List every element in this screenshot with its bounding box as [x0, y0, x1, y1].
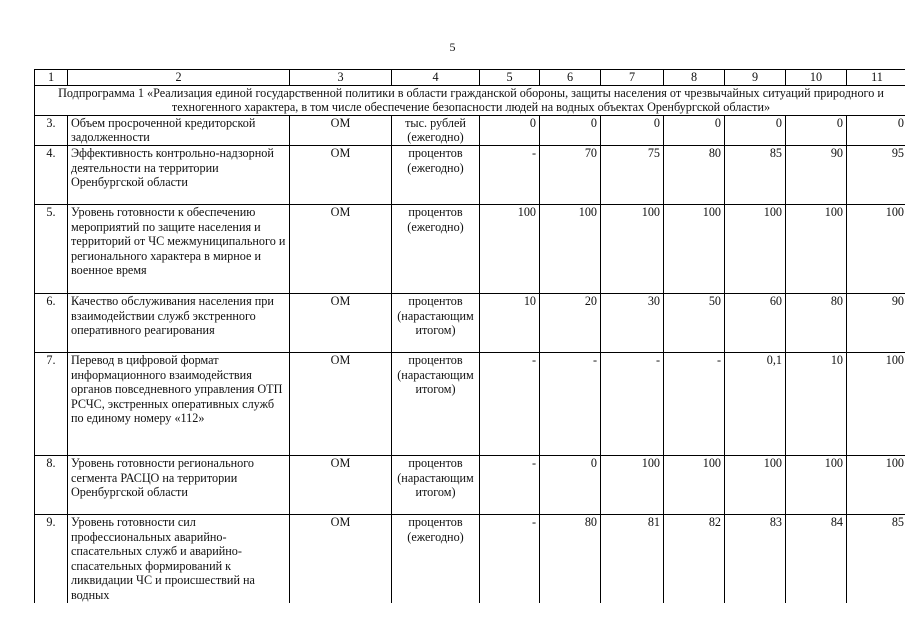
indicator-value: 90: [786, 145, 847, 204]
unit-of-measure: процентов (ежегодно): [392, 145, 480, 204]
table-row: [35, 455, 905, 514]
subprogram-title: Подпрограмма 1 «Реализация единой государственной политики в области гражданской обороны, защиты населения от чрезвычайных ситуаций природного и техногенного характера, в том числе обеспечение безопасности людей на водных объектах Оренбургской области»: [35, 85, 905, 115]
table-row: [35, 115, 905, 145]
indicators-table: [34, 69, 905, 603]
indicator-name: Уровень готовности сил профессиональных аварийно-спасательных служб и аварийно-спасательных формирований к ликвидации ЧС и происшествий на водных: [68, 514, 290, 602]
indicator-value: 85: [725, 145, 786, 204]
indicator-value: 100: [664, 455, 725, 514]
row-number: 8.: [35, 455, 68, 514]
row-number: 7.: [35, 352, 68, 455]
indicator-value: 100: [847, 455, 905, 514]
indicator-value: -: [480, 455, 540, 514]
indicator-name: Качество обслуживания населения при взаимодействии служб экстренного оперативного реагирования: [68, 293, 290, 352]
indicator-type: ОМ: [290, 293, 392, 352]
column-number: 3: [290, 70, 392, 86]
indicator-value: 100: [786, 455, 847, 514]
indicator-value: -: [601, 352, 664, 455]
table-row: [35, 293, 905, 352]
column-number: 4: [392, 70, 480, 86]
indicator-value: 0: [725, 115, 786, 145]
indicator-value: 0: [664, 115, 725, 145]
table-row: [35, 145, 905, 204]
indicator-value: 0: [480, 115, 540, 145]
indicator-type: ОМ: [290, 204, 392, 293]
indicator-value: 90: [847, 293, 905, 352]
indicator-value: 100: [601, 204, 664, 293]
indicator-value: 20: [540, 293, 601, 352]
indicator-value: 80: [540, 514, 601, 602]
indicator-value: -: [664, 352, 725, 455]
table-row: [35, 514, 905, 602]
indicator-name: Эффективность контрольно-надзорной деятельности на территории Оренбургской области: [68, 145, 290, 204]
unit-of-measure: процентов (ежегодно): [392, 514, 480, 602]
column-number-row: [35, 70, 905, 86]
page-number: 5: [449, 40, 456, 54]
indicator-value: 100: [847, 352, 905, 455]
column-number: 10: [786, 70, 847, 86]
column-number: 7: [601, 70, 664, 86]
indicator-value: 100: [601, 455, 664, 514]
indicator-value: 100: [664, 204, 725, 293]
indicator-value: 83: [725, 514, 786, 602]
indicator-value: -: [540, 352, 601, 455]
indicator-value: 0: [601, 115, 664, 145]
indicator-value: 84: [786, 514, 847, 602]
indicator-value: 100: [480, 204, 540, 293]
row-number: 4.: [35, 145, 68, 204]
unit-of-measure: тыс. рублей (ежегодно): [392, 115, 480, 145]
row-number: 9.: [35, 514, 68, 602]
column-number: 8: [664, 70, 725, 86]
column-number: 5: [480, 70, 540, 86]
indicator-value: 82: [664, 514, 725, 602]
indicator-value: 0: [786, 115, 847, 145]
indicator-value: 100: [786, 204, 847, 293]
indicator-value: 81: [601, 514, 664, 602]
indicator-value: 0: [847, 115, 905, 145]
indicator-value: 70: [540, 145, 601, 204]
table-row: [35, 352, 905, 455]
row-number: 3.: [35, 115, 68, 145]
indicator-type: ОМ: [290, 145, 392, 204]
subprogram-row: [35, 85, 905, 115]
column-number: 9: [725, 70, 786, 86]
indicator-type: ОМ: [290, 455, 392, 514]
column-number: 1: [35, 70, 68, 86]
row-number: 6.: [35, 293, 68, 352]
indicator-value: 60: [725, 293, 786, 352]
indicator-value: 30: [601, 293, 664, 352]
indicator-value: 0: [540, 455, 601, 514]
indicator-type: ОМ: [290, 514, 392, 602]
column-number: 2: [68, 70, 290, 86]
unit-of-measure: процентов (нарастающим итогом): [392, 352, 480, 455]
indicator-value: 95: [847, 145, 905, 204]
indicator-value: 80: [664, 145, 725, 204]
indicator-value: 0,1: [725, 352, 786, 455]
indicator-value: 100: [540, 204, 601, 293]
indicator-value: 80: [786, 293, 847, 352]
column-number: 6: [540, 70, 601, 86]
indicator-type: ОМ: [290, 115, 392, 145]
indicator-value: 0: [540, 115, 601, 145]
unit-of-measure: процентов (нарастающим итогом): [392, 293, 480, 352]
unit-of-measure: процентов (нарастающим итогом): [392, 455, 480, 514]
indicator-value: 75: [601, 145, 664, 204]
indicator-value: 85: [847, 514, 905, 602]
table-row: [35, 204, 905, 293]
indicator-value: -: [480, 514, 540, 602]
indicator-name: Объем просроченной кредиторской задолженности: [68, 115, 290, 145]
indicator-type: ОМ: [290, 352, 392, 455]
indicator-value: -: [480, 352, 540, 455]
row-number: 5.: [35, 204, 68, 293]
unit-of-measure: процентов (ежегодно): [392, 204, 480, 293]
indicator-name: Перевод в цифровой формат информационного взаимодействия органов повседневного управления ОТП РСЧС, экстренных оперативных служб по единому номеру «112»: [68, 352, 290, 455]
indicator-name: Уровень готовности к обеспечению мероприятий по защите населения и территорий от ЧС межмуниципального и регионального характера в мирное и военное время: [68, 204, 290, 293]
indicator-value: -: [480, 145, 540, 204]
indicator-value: 100: [725, 455, 786, 514]
indicator-value: 50: [664, 293, 725, 352]
indicator-value: 10: [786, 352, 847, 455]
indicator-value: 100: [725, 204, 786, 293]
column-number: 11: [847, 70, 905, 86]
indicator-value: 100: [847, 204, 905, 293]
indicator-name: Уровень готовности регионального сегмента РАСЦО на территории Оренбургской области: [68, 455, 290, 514]
indicator-value: 10: [480, 293, 540, 352]
